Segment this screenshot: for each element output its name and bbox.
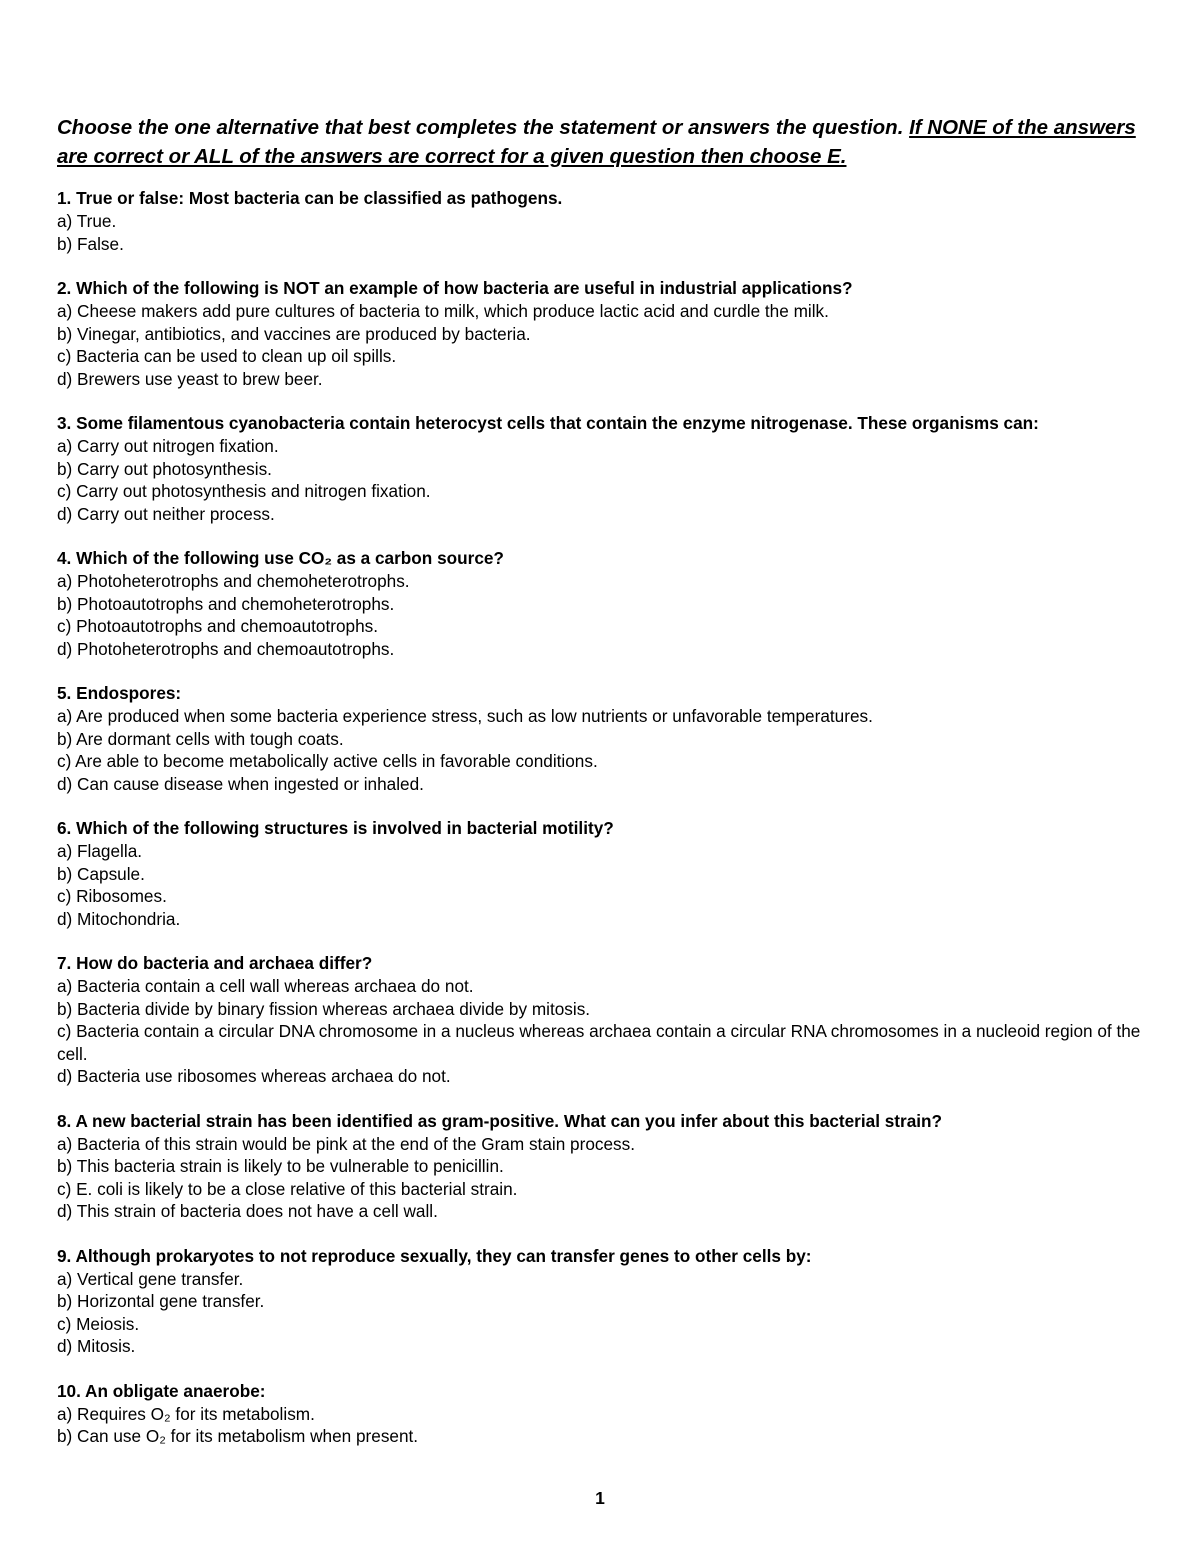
- question-text: 5. Endospores:: [57, 683, 182, 703]
- answer-option: d) Mitosis.: [57, 1336, 136, 1356]
- answer-option: a) Vertical gene transfer.: [57, 1268, 244, 1289]
- question-9: [57, 1245, 1147, 1358]
- answer-option: c) Meiosis.: [57, 1313, 140, 1334]
- answer-option: c) Photoautotrophs and chemoautotrophs.: [57, 616, 379, 636]
- question-text: 1. True or false: Most bacteria can be classified as pathogens.: [57, 188, 563, 208]
- instructions: [57, 113, 1147, 171]
- answer-option: a) Bacteria of this strain would be pink at the end of the Gram stain process.: [57, 1133, 635, 1154]
- question-text: 4. Which of the following use CO₂ as a carbon source?: [57, 548, 504, 568]
- answer-option: a) True.: [57, 211, 117, 231]
- answer-option: a) Cheese makers add pure cultures of bacteria to milk, which produce lactic acid and curdle the milk.: [57, 301, 829, 321]
- question-8: [57, 1110, 1147, 1223]
- answer-option: b) Vinegar, antibiotics, and vaccines are produced by bacteria.: [57, 323, 531, 344]
- answer-option: d) Brewers use yeast to brew beer.: [57, 368, 323, 389]
- answer-option: c) Are able to become metabolically active cells in favorable conditions.: [57, 751, 598, 771]
- answer-option: b) Capsule.: [57, 863, 145, 884]
- answer-option: d) Bacteria use ribosomes whereas archaea do not.: [57, 1066, 451, 1086]
- answer-option: b) Bacteria divide by binary fission whereas archaea divide by mitosis.: [57, 998, 591, 1019]
- answer-option: d) Photoheterotrophs and chemoautotrophs.: [57, 638, 395, 659]
- question-7: [57, 952, 1147, 1088]
- answer-option: b) Are dormant cells with tough coats.: [57, 728, 344, 749]
- answer-option: d) Mitochondria.: [57, 908, 181, 929]
- answer-option: a) Photoheterotrophs and chemoheterotrophs.: [57, 571, 410, 591]
- question-1: [57, 187, 1147, 255]
- question-text: 8. A new bacterial strain has been identified as gram-positive. What can you infer about this bacterial strain?: [57, 1110, 943, 1131]
- answer-option: d) This strain of bacteria does not have a cell wall.: [57, 1201, 438, 1221]
- question-text: 7. How do bacteria and archaea differ?: [57, 953, 373, 973]
- question-text: 2. Which of the following is NOT an example of how bacteria are useful in industrial applications?: [57, 278, 853, 298]
- question-text: 9. Although prokaryotes to not reproduce sexually, they can transfer genes to other cells by:: [57, 1245, 812, 1266]
- answer-option: c) Bacteria can be used to clean up oil spills.: [57, 346, 397, 366]
- answer-option: c) Bacteria contain a circular DNA chromosome in a nucleus whereas archaea contain a circular RNA chromosomes in a nucleoid region of the cell.: [57, 1021, 1141, 1064]
- question-2: [57, 277, 1147, 390]
- answer-option: c) Carry out photosynthesis and nitrogen fixation.: [57, 481, 431, 501]
- question-list: [57, 187, 1147, 1470]
- answer-option: b) Can use O₂ for its metabolism when present.: [57, 1426, 419, 1446]
- question-text: 10. An obligate anaerobe:: [57, 1380, 266, 1401]
- question-5: [57, 682, 1147, 795]
- question-10: [57, 1380, 1147, 1448]
- page-number: 1: [595, 1488, 605, 1508]
- instructions-underlined-text: If NONE of the answers are correct or ALL of the answers are correct for a given question then choose E.: [57, 116, 1136, 168]
- answer-option: a) Carry out nitrogen fixation.: [57, 436, 279, 456]
- question-text: 3. Some filamentous cyanobacteria contain heterocyst cells that contain the enzyme nitrogenase. These organisms can:: [57, 413, 1039, 433]
- question-3: [57, 412, 1147, 525]
- answer-option: b) Carry out photosynthesis.: [57, 458, 272, 479]
- question-4: [57, 547, 1147, 660]
- answer-option: b) False.: [57, 233, 124, 254]
- answer-option: c) Ribosomes.: [57, 886, 167, 906]
- answer-option: b) This bacteria strain is likely to be vulnerable to penicillin.: [57, 1156, 504, 1176]
- answer-option: b) Horizontal gene transfer.: [57, 1291, 265, 1311]
- answer-option: a) Requires O₂ for its metabolism.: [57, 1403, 315, 1424]
- question-text: 6. Which of the following structures is involved in bacterial motility?: [57, 818, 614, 838]
- instructions-text: Choose the one alternative that best completes the statement or answers the question.: [57, 116, 910, 139]
- answer-option: c) E. coli is likely to be a close relative of this bacterial strain.: [57, 1178, 518, 1199]
- answer-option: a) Flagella.: [57, 841, 143, 861]
- answer-option: d) Carry out neither process.: [57, 503, 275, 524]
- answer-option: d) Can cause disease when ingested or inhaled.: [57, 773, 424, 794]
- question-6: [57, 817, 1147, 930]
- answer-option: a) Are produced when some bacteria experience stress, such as low nutrients or unfavorable temperatures.: [57, 706, 873, 726]
- answer-option: a) Bacteria contain a cell wall whereas archaea do not.: [57, 976, 474, 996]
- answer-option: b) Photoautotrophs and chemoheterotrophs.: [57, 593, 395, 614]
